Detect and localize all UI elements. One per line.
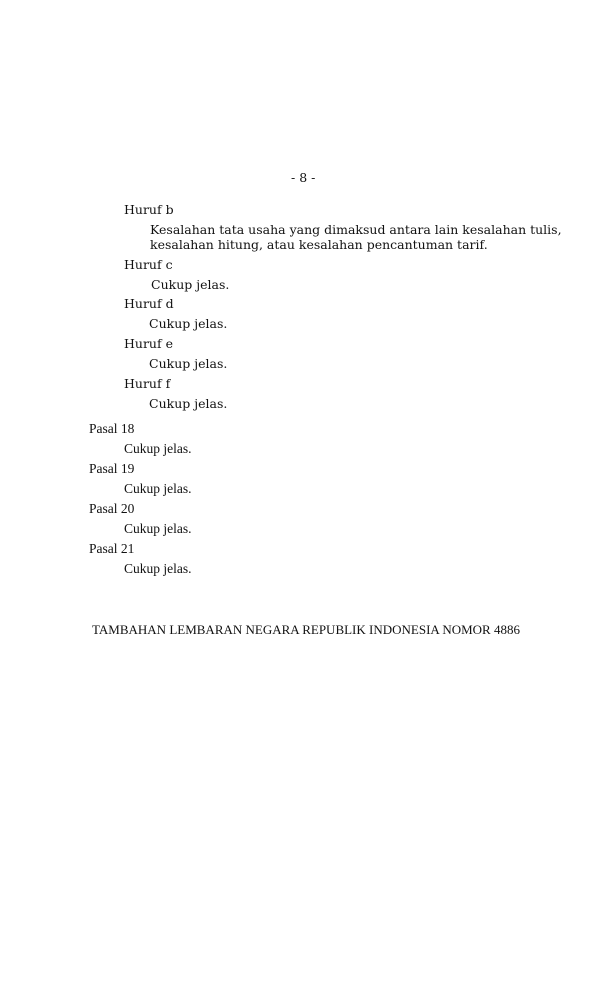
huruf-d-heading: Huruf d — [124, 296, 174, 311]
pasal-21-heading: Pasal 21 — [89, 541, 135, 556]
huruf-e-heading: Huruf e — [124, 336, 173, 351]
pasal-19-heading: Pasal 19 — [89, 461, 135, 476]
pasal-18-text: Cukup jelas. — [124, 441, 192, 456]
pasal-20-heading: Pasal 20 — [89, 501, 135, 516]
huruf-b-heading: Huruf b — [124, 202, 174, 217]
huruf-b-text-line1: Kesalahan tata usaha yang dimaksud antara lain kesalahan tulis, — [150, 222, 562, 237]
huruf-f-text: Cukup jelas. — [149, 396, 228, 411]
pasal-21-text: Cukup jelas. — [124, 561, 192, 576]
huruf-e-text: Cukup jelas. — [149, 356, 228, 371]
huruf-d-text: Cukup jelas. — [149, 316, 228, 331]
page-number: - 8 - — [291, 170, 316, 185]
huruf-f-heading: Huruf f — [124, 376, 171, 391]
huruf-b-text-line2: kesalahan hitung, atau kesalahan pencantuman tarif. — [150, 237, 488, 252]
footer-text: TAMBAHAN LEMBARAN NEGARA REPUBLIK INDONESIA NOMOR 4886 — [92, 622, 520, 637]
huruf-c-text: Cukup jelas. — [151, 277, 230, 292]
pasal-18-heading: Pasal 18 — [89, 421, 135, 436]
pasal-19-text: Cukup jelas. — [124, 481, 192, 496]
pasal-20-text: Cukup jelas. — [124, 521, 192, 536]
huruf-c-heading: Huruf c — [124, 257, 173, 272]
